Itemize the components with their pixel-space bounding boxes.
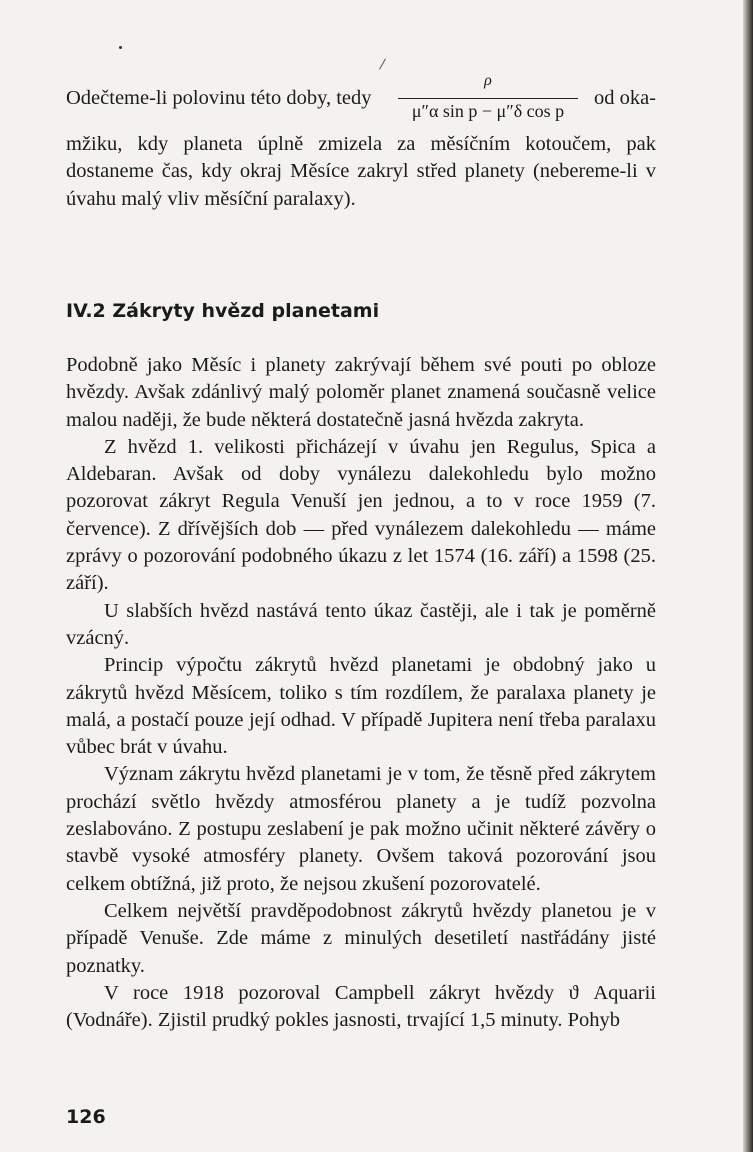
fraction-denominator: μ″α sin p − μ″δ cos p [411, 101, 565, 121]
intro-text [66, 131, 656, 213]
paragraph: U slabších hvězd nastává tento úkaz častěji, ale i tak je poměrně vzácný. [66, 599, 656, 649]
paragraph: Podobně jako Měsíc i planety zakrývají během své pouti po obloze hvězdy. Avšak zdánlivý malý poloměr planet znamená současně velice malou naději, že bude některá dostatečně jasná hvězda zakryta. [66, 354, 656, 431]
paragraph: Princip výpočtu zákrytů hvězd planetami je obdobný jako u zákrytů hvězd Měsícem, toliko s tím rozdílem, že paralaxa planety je malá, a postačí pouze její odhad. V případě Jupitera není třeba paralaxu vůbec brát v úvahu. [66, 654, 656, 759]
paragraph: Význam zákrytu hvězd planetami je v tom, že těsně před zákrytem prochází světlo hvězdy atmosférou planety a je tudíž pozvolna zeslabováno. Z postupu zeslabení je pak možno učinit některé závěry o stavbě vysoké atmosféry planety. Ovšem taková pozorování jsou celkem obtížná, již proto, že nejsou zkušení pozorovatelé. [66, 763, 656, 895]
fraction-bar [398, 98, 578, 99]
scan-speck [119, 46, 122, 49]
formula-right-text: od oka- [593, 87, 656, 109]
paragraph: Z hvězd 1. velikosti přicházejí v úvahu jen Regulus, Spica a Aldebaran. Avšak od doby vynálezu dalekohledu bylo možno pozorovat zákryt Regula Venuší jen jednou, a to v roce 1959 (7. července). Z dřívějších dob — před vynálezem dalekohledu — máme zprávy o pozorování podobného úkazu z let 1574 (16. září) a 1598 (25. září). [66, 435, 656, 595]
body-text [66, 352, 656, 1034]
formula-left-text: Odečteme-li polovinu této doby, tedy [66, 87, 372, 109]
scan-mark [379, 59, 386, 70]
section-heading: IV.2 Zákryty hvězd planetami [66, 300, 380, 322]
page-edge-shadow [743, 0, 753, 1152]
fraction-numerator: ρ [484, 72, 492, 89]
formula-line [66, 72, 656, 128]
page-number: 126 [66, 1106, 106, 1128]
paragraph: V roce 1918 pozoroval Campbell zákryt hvězdy ϑ Aquarii (Vodnáře). Zjistil prudký pokles jasnosti, trvající 1,5 minuty. Pohyb [66, 981, 656, 1032]
intro-paragraph: mžiku, kdy planeta úplně zmizela za měsíčním kotoučem, pak dostaneme čas, kdy okraj Měsíce zakryl střed planety (nebereme-li v úvahu malý vliv měsíční paralaxy). [66, 133, 656, 210]
paragraph: Celkem největší pravděpodobnost zákrytů hvězdy planetou je v případě Venuše. Zde máme z minulých desetiletí nastřádány jisté poznatky. [66, 899, 656, 977]
